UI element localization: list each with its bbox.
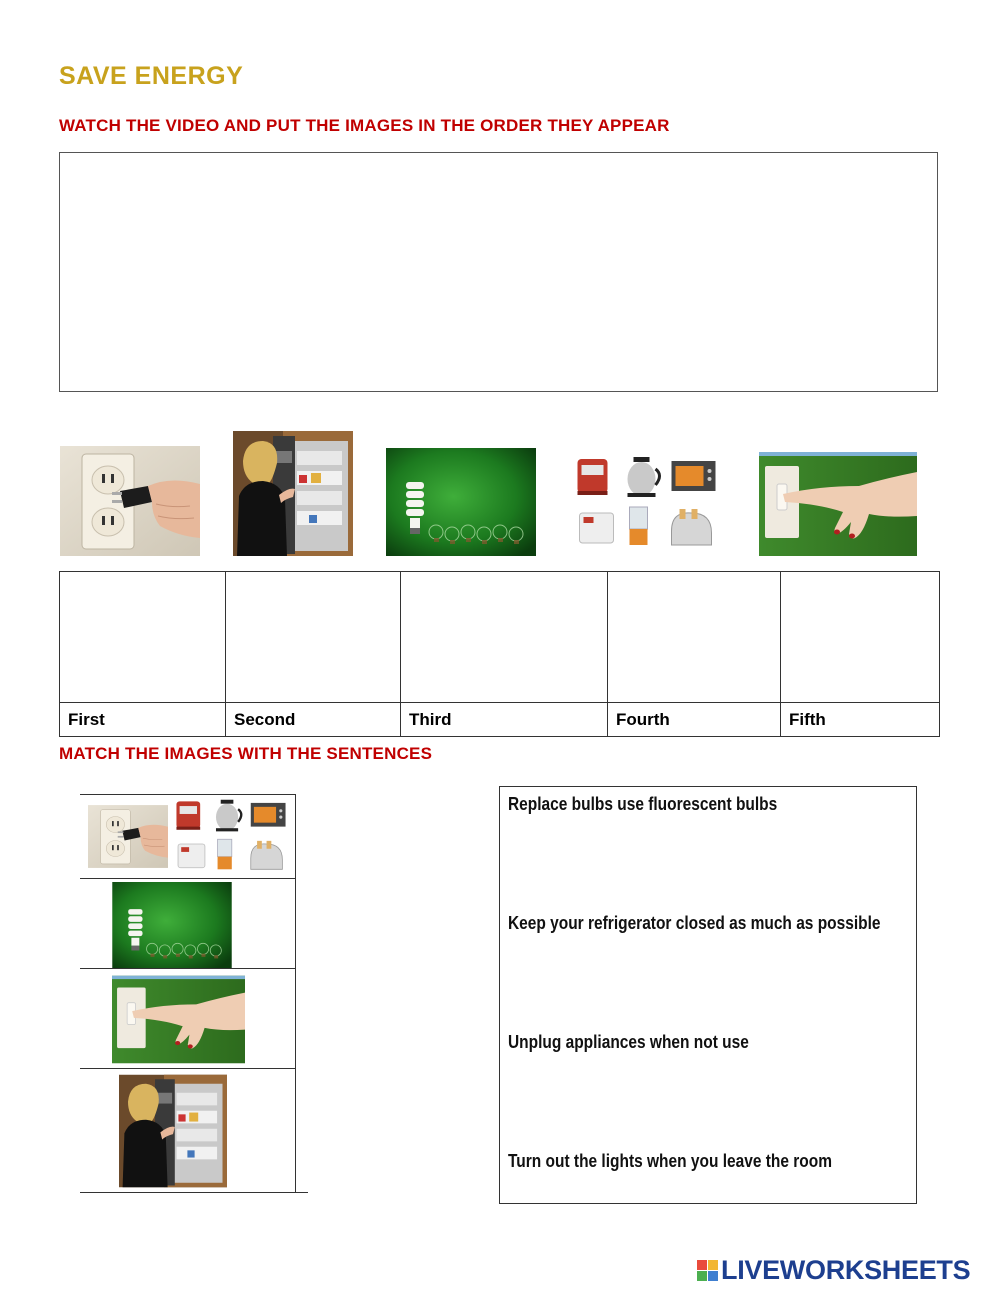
liveworksheets-logo bbox=[697, 1255, 970, 1286]
sentence-4[interactable]: Turn out the lights when you leave the room bbox=[508, 1151, 832, 1171]
sentence-2[interactable]: Keep your refrigerator closed as much as possible bbox=[508, 913, 881, 933]
section1-heading: WATCH THE VIDEO AND PUT THE IMAGES IN THE ORDER THEY APPEAR bbox=[59, 116, 670, 135]
sentence-3[interactable]: Unplug appliances when not use bbox=[508, 1032, 749, 1052]
match-plug-image bbox=[88, 795, 168, 878]
logo-mark-icon bbox=[697, 1260, 718, 1281]
drop-cell-second[interactable] bbox=[226, 572, 401, 703]
logo-text: LIVEWORKSHEETS bbox=[721, 1255, 971, 1285]
order-label-third: Third bbox=[401, 703, 608, 737]
drop-cell-third[interactable] bbox=[401, 572, 608, 703]
order-label-first: First bbox=[60, 703, 226, 737]
drop-cell-first[interactable] bbox=[60, 572, 226, 703]
order-table bbox=[59, 571, 940, 737]
drop-row bbox=[60, 572, 940, 703]
match-switch-image bbox=[112, 972, 245, 1067]
match-appliances-image bbox=[168, 795, 294, 878]
bulb-image[interactable] bbox=[385, 448, 537, 556]
drop-cell-fourth[interactable] bbox=[608, 572, 781, 703]
plug-image[interactable] bbox=[60, 446, 200, 556]
sentences-box bbox=[499, 786, 917, 1204]
worksheet-title: SAVE ENERGY bbox=[59, 62, 244, 90]
order-label-fourth: Fourth bbox=[608, 703, 781, 737]
refrigerator-image[interactable] bbox=[233, 431, 353, 556]
appliances-image[interactable] bbox=[571, 451, 722, 556]
sentence-1[interactable]: Replace bulbs use fluorescent bulbs bbox=[508, 794, 778, 814]
match-bulb-image bbox=[90, 882, 254, 968]
match-refrigerator-image bbox=[119, 1070, 227, 1192]
video-drop-area[interactable] bbox=[59, 152, 938, 392]
light-switch-image[interactable] bbox=[759, 452, 917, 556]
order-label-fifth: Fifth bbox=[781, 703, 940, 737]
label-row bbox=[60, 703, 940, 737]
drop-cell-fifth[interactable] bbox=[781, 572, 940, 703]
section2-heading: MATCH THE IMAGES WITH THE SENTENCES bbox=[59, 744, 433, 763]
order-label-second: Second bbox=[226, 703, 401, 737]
